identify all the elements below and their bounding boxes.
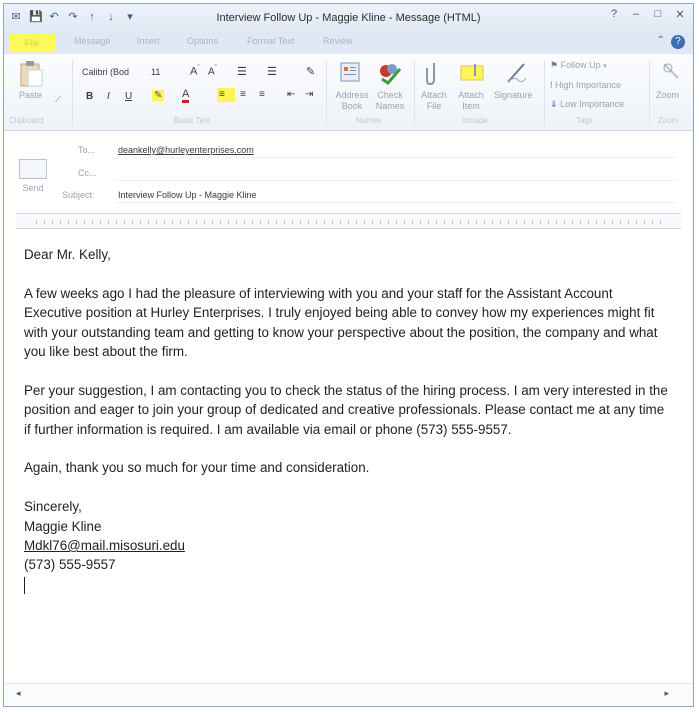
underline-button[interactable]: U	[125, 91, 133, 102]
basic-text-group-label: Basic Text	[174, 116, 211, 125]
highlight-icon[interactable]: ✎	[154, 90, 163, 101]
check-names-button[interactable]	[372, 90, 408, 112]
scroll-left-arrow[interactable]: ◂	[16, 688, 21, 698]
down-icon[interactable]: ↓	[108, 10, 114, 23]
paragraph-3: Again, thank you so much for your time and consideration.	[24, 460, 370, 476]
font-name-select[interactable]: Calibri (Bod	[82, 67, 130, 77]
ribbon-separator	[544, 60, 545, 126]
clipboard-group-label: Clipboard	[9, 116, 44, 125]
send-button[interactable]	[14, 159, 52, 193]
high-importance-label: High Importance	[555, 80, 622, 90]
paragraph-2: Per your suggestion, I am contacting you to check the status of the hiring process. I am very interested in the position and eager to join your group of dedicated and creative professionals. Please contact me at any time if further information is required. I am available via email or phone (573) 555-9557.	[24, 382, 668, 437]
ribbon-tabs	[4, 32, 693, 55]
tab-options[interactable]: Options	[187, 36, 219, 46]
align-left-icon: ≡	[219, 89, 225, 100]
minimize-button[interactable]: –	[632, 8, 640, 20]
grow-font-icon[interactable]: $A^ˆ$	[190, 65, 200, 78]
font-color-button[interactable]: A	[182, 89, 189, 103]
high-importance-button[interactable]	[550, 80, 621, 90]
window-title: Interview Follow Up - Maggie Kline - Message (HTML)	[216, 12, 481, 24]
attach-file-button[interactable]	[417, 90, 451, 112]
check-names-label-2: Names	[375, 101, 405, 111]
low-importance-label: Low Importance	[560, 99, 625, 109]
attach-item-label-2: Item	[462, 101, 480, 111]
down-arrow-icon: ⇓	[550, 99, 558, 109]
send-envelope-icon	[19, 159, 47, 179]
ruler[interactable]	[16, 213, 681, 229]
minimize-ribbon-icon[interactable]: ⌃	[656, 35, 665, 46]
customize-qat-icon[interactable]: ▾	[127, 11, 133, 23]
ribbon-help	[657, 35, 685, 49]
address-book-icon[interactable]	[338, 60, 362, 84]
follow-up-button[interactable]	[550, 60, 607, 71]
check-names-icon[interactable]	[376, 59, 402, 85]
sender-email-link[interactable]: Mdkl76@mail.misosuri.edu	[24, 538, 185, 554]
ribbon-separator	[649, 60, 650, 126]
ribbon-separator	[72, 60, 73, 126]
ribbon	[4, 54, 693, 131]
tab-message[interactable]: Message	[74, 36, 111, 46]
numbering-icon[interactable]: ☰	[267, 66, 277, 78]
follow-up-label: Follow Up	[560, 60, 601, 70]
check-names-label-1: Check	[377, 90, 403, 100]
title-bar	[4, 4, 693, 32]
to-recipient[interactable]: deankelly@hurleyenterprises.com	[118, 145, 254, 155]
include-group-label: Include	[462, 116, 488, 125]
names-group-label: Names	[356, 116, 382, 125]
tab-review[interactable]: Review	[323, 36, 353, 46]
clear-formatting-icon[interactable]: ✎	[306, 66, 316, 78]
exclamation-icon: !	[550, 80, 553, 90]
cc-button[interactable]: Cc...	[78, 168, 97, 178]
closing: Sincerely,	[24, 499, 82, 515]
tab-format-text[interactable]: Format Text	[247, 36, 295, 46]
attach-file-icon[interactable]	[424, 60, 444, 86]
flag-icon: ⚑	[550, 60, 559, 70]
signature-button[interactable]: Signature	[494, 90, 533, 100]
redo-icon[interactable]: ↷	[68, 11, 78, 23]
paste-icon[interactable]	[18, 60, 44, 88]
tab-file[interactable]: File	[9, 34, 55, 52]
close-button[interactable]: ✕	[675, 9, 685, 21]
horizontal-scrollbar[interactable]	[4, 683, 693, 706]
decrease-indent-icon[interactable]: ⇤	[287, 89, 296, 100]
low-importance-button[interactable]	[550, 99, 624, 110]
save-icon[interactable]: 💾	[29, 11, 43, 23]
send-label: Send	[22, 183, 44, 193]
maximize-button[interactable]: □	[654, 8, 662, 20]
ribbon-separator	[326, 60, 327, 126]
window-controls	[607, 8, 687, 21]
ribbon-separator	[414, 60, 415, 126]
address-book-label-2: Book	[341, 101, 363, 111]
bullets-icon[interactable]: ☰	[237, 66, 247, 78]
help-icon[interactable]: ?	[671, 35, 685, 49]
address-book-label-1: Address	[335, 90, 369, 100]
attach-file-label-1: Attach	[421, 90, 447, 100]
zoom-button[interactable]: Zoom	[656, 90, 680, 100]
help-icon[interactable]: ?	[610, 8, 618, 20]
outlook-icon[interactable]: ✉	[11, 11, 21, 23]
chevron-down-icon: ▾	[603, 63, 607, 70]
align-center-icon[interactable]: ≡	[240, 89, 246, 100]
sender-name: Maggie Kline	[24, 518, 102, 534]
font-size-select[interactable]: 11	[151, 67, 161, 77]
up-icon[interactable]: ↑	[89, 10, 95, 23]
zoom-group-label: Zoom	[658, 116, 679, 125]
signature-icon[interactable]	[504, 60, 530, 86]
text-cursor	[24, 575, 674, 594]
greeting: Dear Mr. Kelly,	[24, 247, 111, 262]
attach-file-label-2: File	[426, 101, 442, 111]
attach-item-icon[interactable]	[459, 62, 485, 84]
zoom-icon[interactable]	[660, 60, 682, 84]
attach-item-button[interactable]	[454, 90, 488, 112]
sender-phone: (573) 555-9557	[24, 557, 116, 573]
shrink-font-icon[interactable]: $A^ˇ$	[208, 65, 218, 78]
align-right-icon[interactable]: ≡	[259, 89, 265, 100]
attach-item-label-1: Attach	[458, 90, 484, 100]
paragraph-1: A few weeks ago I had the pleasure of interviewing with you and your staff for the Assistant Account Executive position at Hurley Enterprises. I truly enjoyed being able to convey how my experiences might fit with your outstanding team and getting to know your perspective about the position, the company and what you like best about the firm.	[24, 285, 658, 360]
italic-button[interactable]: I	[107, 91, 110, 102]
subject-label: Subject:	[62, 190, 95, 200]
tags-group-label: Tags	[576, 116, 593, 125]
format-painter-icon[interactable]: ⟋	[55, 94, 62, 104]
message-window	[3, 3, 694, 707]
increase-indent-icon[interactable]: ⇥	[305, 89, 314, 100]
to-button[interactable]: To...	[78, 145, 96, 155]
ruler-ticks	[36, 220, 661, 224]
paste-button[interactable]: Paste	[19, 90, 43, 100]
undo-icon[interactable]: ↶	[49, 11, 59, 23]
cc-field[interactable]	[116, 164, 677, 181]
subject-value[interactable]: Interview Follow Up - Maggie Kline	[118, 190, 257, 200]
bold-button[interactable]: B	[86, 91, 94, 102]
tab-insert[interactable]: Insert	[137, 36, 160, 46]
address-book-button[interactable]	[334, 90, 370, 112]
message-body[interactable]	[24, 245, 674, 594]
scroll-right-arrow[interactable]: ▸	[664, 688, 669, 698]
